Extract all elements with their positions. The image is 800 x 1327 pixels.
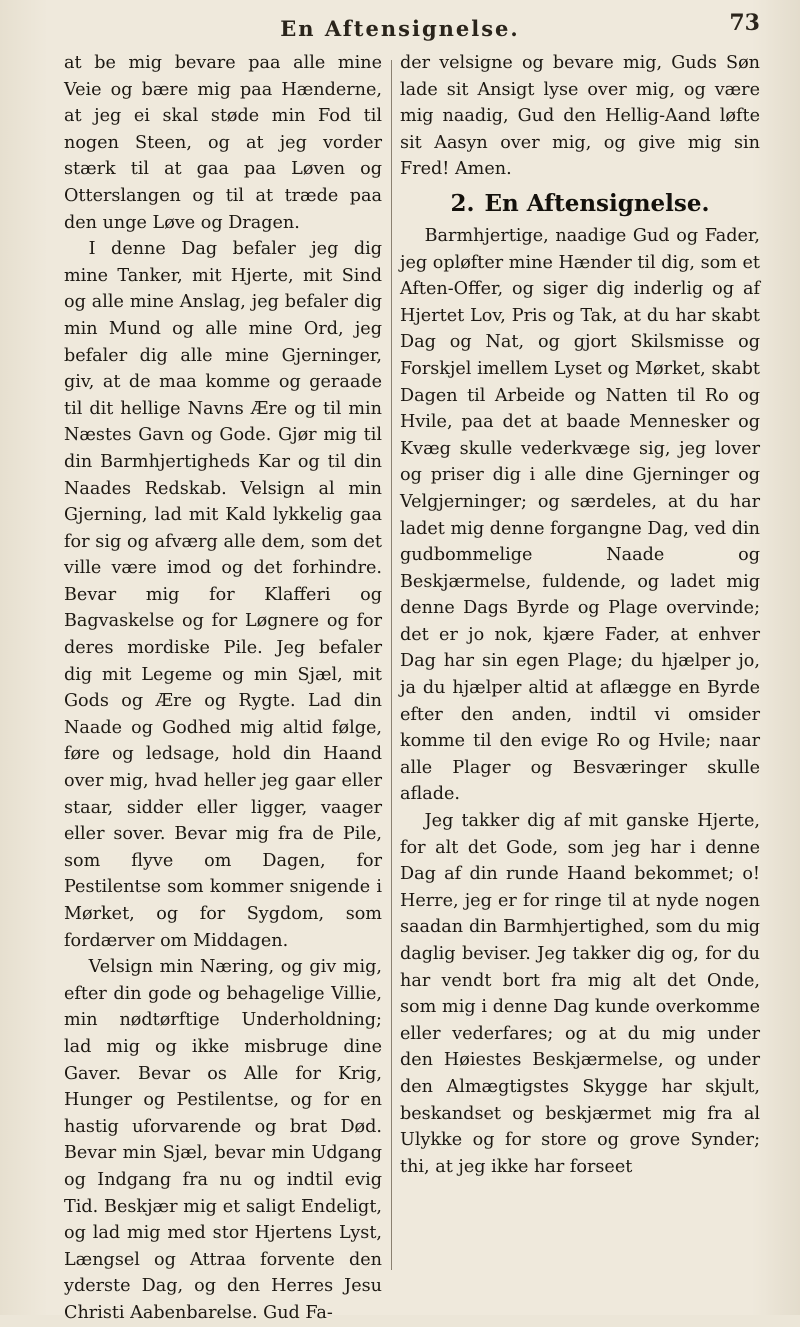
running-head <box>0 10 800 50</box>
paragraph: der velsigne og bevare mig, Guds Søn lade sit Ansigt lyse over mig, og være mig naadig, Gud den Hellig-Aand løfte sit Aasyn over mig, og give mig sin Fred! Amen. <box>400 53 760 180</box>
right-column <box>400 50 760 1290</box>
column-divider <box>391 60 392 1270</box>
paragraph: at be mig bevare paa alle mine Veie og bære mig paa Hænderne, at jeg ei skal støde min Fod til nogen Steen, og at jeg vorder stærk til at gaa paa Løven og Otterslangen og til at træde paa den unge Løve og Dragen. <box>64 53 382 233</box>
section-number: 2. <box>450 189 475 217</box>
paragraph: Jeg takker dig af mit ganske Hjerte, for alt det Gode, som jeg har i denne Dag af din runde Haand bekommet; o! Herre, jeg er for ringe til at nyde nogen saadan din Barmhjertighed, som du mig daglig beviser. Jeg takker dig og, for du har vendt bort fra mig alt det Onde, som mig i denne Dag kunde overkomme eller vederfares; og at du mig under den Høiestes Beskjærmelse, og under den Almægtigstes Skygge har skjult, beskandset og beskjærmet mig fra al Ulykke og for store og grove Synder; thi, at jeg ikke har forseet <box>400 811 760 1177</box>
paragraph: Velsign min Næring, og giv mig, efter din gode og behagelige Villie, min nødtørftige Underholdning; lad mig og ikke misbruge dine Gaver. Bevar os Alle for Krig, Hunger og Pestilentse, og for en hastig uforvarende og brat Død. Bevar min Sjæl, bevar min Udgang og Indgang fra nu og indtil evig Tid. Beskjær mig et saligt Endeligt, og lad mig med stor Hjertens Lyst, Længsel og Attraa forvente den yderste Dag, og den Herres Jesu Christi Aabenbarelse. Gud Fa- <box>64 957 382 1323</box>
text-columns <box>0 50 800 1323</box>
paragraph: Barmhjertige, naadige Gud og Fader, jeg opløfter mine Hænder til dig, som et Aften-Offer, og siger dig inderlig og af Hjertet Lov, Pris og Tak, at du har skabt Dag og Nat, og gjort Skilsmisse og Forskjel imellem Lyset og Mørket, skabt Dagen til Arbeide og Natten til Ro og Hvile, paa det at baade Mennesker og Kvæg skulle vederkvæge sig, jeg lover og priser dig i alle dine Gjerninger og Velgjerninger; og særdeles, at du har ladet mig denne forgangne Dag, ved din gudbommelige Naade og Beskjærmelse, fuldende, og ladet mig denne Dags Byrde og Plage overvinde; det er jo nok, kjære Fader, at enhver Dag har sin egen Plage; du hjælper jo, ja du hjælper altid at aflægge en Byrde efter den anden, indtil vi omsider komme til den evige Ro og Hvile; naar alle Plager og Besværinger skulle aflade. <box>400 225 760 805</box>
section-title: En Aftensignelse. <box>484 189 710 217</box>
paragraph: I denne Dag befaler jeg dig mine Tanker, mit Hjerte, mit Sind og alle mine Anslag, jeg befaler dig min Mund og alle mine Ord, jeg befaler dig alle mine Gjerninger, giv, at de maa komme og geraade til dit hellige Navns Ære og til min Næstes Gavn og Gode. Gjør mig til din Barmhjertigheds Kar og til din Naades Redskab. Velsign al min Gjerning, lad mit Kald lykkelig gaa for sig og afværg alle dem, som det ville være imod og det forhindre. Bevar mig for Klafferi og Bagvaskelse og for Løgnere og for deres mordiske Pile. Jeg befaler dig mit Legeme og min Sjæl, mit Gods og Ære og Rygte. Lad din Naade og Godhed mig altid følge, føre og ledsage, hold din Haand over mig, hvad heller jeg gaar eller staar, sidder eller ligger, vaager eller sover. Bevar mig fra de Pile, som flyve om Dagen, for Pestilentse som kommer snigende i Mørket, og for Sygdom, som fordærver om Middagen. <box>64 239 382 951</box>
section-heading <box>400 187 760 221</box>
page-number: 73 <box>729 10 760 36</box>
left-column <box>64 50 382 1323</box>
running-title: En Aftensignelse. <box>280 16 520 41</box>
